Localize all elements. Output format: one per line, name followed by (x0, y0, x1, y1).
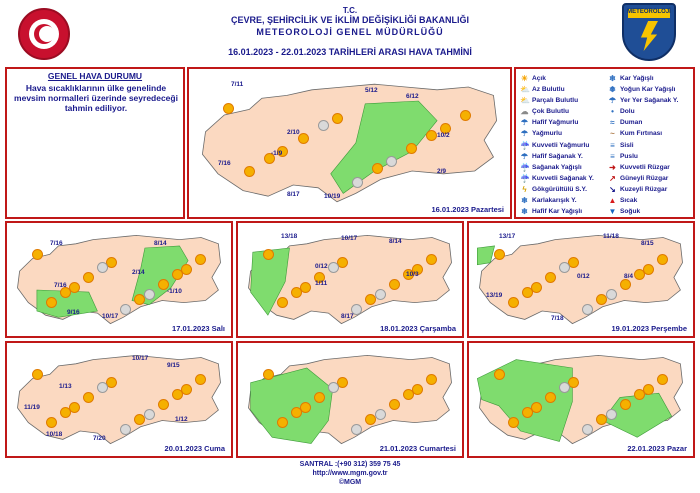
legend-label: Açık (532, 75, 546, 82)
sun-icon (495, 250, 504, 259)
temperature-label: 1/12 (175, 416, 188, 423)
sun-icon (84, 273, 93, 282)
sun-icon (196, 255, 205, 264)
sun-icon (597, 295, 606, 304)
cloudy-icon (376, 290, 385, 299)
sun-icon (338, 378, 347, 387)
legend-label: Güneyli Rüzgar (620, 174, 669, 182)
forecast-map-day-3 (236, 221, 464, 338)
map-date-label: 21.01.2023 Cumartesi (379, 444, 456, 453)
sun-icon (173, 390, 182, 399)
sun-icon (301, 283, 310, 292)
sun-icon (509, 298, 518, 307)
smoke-icon: ≈ (610, 118, 615, 128)
sun-icon (495, 370, 504, 379)
temperature-label: 2/9 (437, 168, 447, 175)
sun-icon (315, 393, 324, 402)
legend-label: Sıcak (620, 197, 638, 205)
temperature-label: 7/16 (54, 282, 67, 289)
map-date-label: 18.01.2023 Çarşamba (380, 324, 456, 333)
temperature-label: 13/18 (281, 233, 298, 240)
sun-icon (366, 295, 375, 304)
legend-label: Duman (620, 119, 643, 127)
sun-icon (264, 370, 273, 379)
temperature-label: 8/14 (389, 238, 402, 245)
local-shower-icon: ☂ (608, 96, 617, 106)
sandstorm-icon: ~ (610, 129, 615, 139)
meteorology-logo-text: METEOROLOJİ (627, 9, 671, 15)
sun-icon (427, 131, 436, 140)
temperature-label: 1/13 (59, 383, 72, 390)
sun-icon (373, 164, 382, 173)
legend-label: Yoğun Kar Yağışlı (620, 86, 676, 94)
heavy-shower-icon: ☔ (520, 173, 530, 183)
mist-icon: ≡ (610, 140, 615, 150)
temperature-label: 5/12 (365, 87, 378, 94)
temperature-label: 2/14 (132, 269, 145, 276)
sun-icon (196, 375, 205, 384)
forecast-map-day-1 (187, 67, 512, 219)
turkey-map (238, 343, 462, 456)
map-date-label: 19.01.2023 Perşembe (611, 324, 687, 333)
general-weather-title: GENEL HAVA DURUMU (47, 71, 143, 81)
temperature-label: 7/18 (551, 315, 564, 322)
sun-icon (427, 375, 436, 384)
sun-icon (299, 134, 308, 143)
rain-icon: ☂ (520, 129, 529, 139)
temperature-label: 7/16 (218, 160, 231, 167)
map-date-label: 16.01.2023 Pazartesi (431, 205, 504, 214)
temperature-label: 8/17 (287, 191, 300, 198)
sleet-icon: ❄ (521, 196, 528, 206)
cloudy-icon (319, 121, 328, 130)
general-weather-panel (5, 67, 185, 219)
cloudy-icon (607, 410, 616, 419)
copyright: ©MGM (338, 479, 362, 486)
sun-icon (635, 390, 644, 399)
turkey-map (469, 343, 693, 456)
legend-label: Puslu (620, 152, 638, 160)
general-weather-text: Hava sıcaklıklarının ülke genelinde mevsim normalleri üzerinde seyredeceği tahmin ediliyor. (14, 83, 178, 113)
turkey-map (189, 69, 510, 217)
forecast-map-day-4 (467, 221, 695, 338)
sun-icon (182, 385, 191, 394)
sun-icon (245, 167, 254, 176)
sun-icon (532, 283, 541, 292)
sun-icon (182, 265, 191, 274)
sun-icon (33, 250, 42, 259)
legend-label: Soğuk (620, 208, 641, 216)
sun-icon (173, 270, 182, 279)
sun-icon (107, 378, 116, 387)
directorate-title: METEOROLOJİ GENEL MÜDÜRLÜĞÜ (256, 27, 444, 37)
sun-icon (107, 258, 116, 267)
sun-icon (70, 403, 79, 412)
legend-label: Az Bulutlu (532, 86, 565, 94)
cloudy-icon (583, 425, 592, 434)
thunder-icon: ϟ (522, 184, 527, 194)
legend-label: Kuzeyli Rüzgar (620, 185, 668, 193)
cloudy-icon (329, 263, 338, 272)
sun-icon (523, 288, 532, 297)
temperature-label: 0/12 (577, 273, 590, 280)
legend-label: Kuvvetli Sağanak Y. (532, 174, 594, 182)
strong-wind-icon: ➜ (609, 162, 616, 172)
temperature-label: 10/17 (102, 313, 119, 320)
sun-icon (61, 408, 70, 417)
forecast-range-title: 16.01.2023 - 22.01.2023 TARİHLERİ ARASI HAVA TAHMİNİ (228, 47, 472, 57)
forecast-map-day-5 (5, 341, 233, 458)
legend-label: Karlakarışık Y. (532, 197, 577, 205)
temperature-label: 10/18 (46, 431, 63, 438)
turkey-map (7, 343, 231, 456)
sun-icon (366, 415, 375, 424)
sun-icon (333, 114, 342, 123)
cloudy-icon (145, 290, 154, 299)
sun-icon (84, 393, 93, 402)
sun-icon (546, 393, 555, 402)
legend-label: Kum Fırtınası (620, 130, 663, 138)
forecast-map-day-2 (5, 221, 233, 338)
temperature-label: 2/10 (287, 129, 300, 136)
temperature-label: 7/16 (50, 240, 63, 247)
legend-label: Çok Bulutlu (532, 108, 569, 116)
temperature-label: 10/2 (437, 132, 450, 139)
sun-icon (292, 408, 301, 417)
temperature-label: -1/10 (167, 288, 182, 295)
legend-label: Parçalı Bulutlu (532, 97, 579, 105)
light-rain-icon: ☂ (520, 118, 529, 128)
temperature-label: 8/14 (154, 240, 167, 247)
temperature-label: 10/3 (406, 271, 419, 278)
temperature-label: 7/20 (93, 435, 106, 442)
temperature-label: 7/11 (231, 81, 244, 88)
temperature-label: 8/17 (341, 313, 354, 320)
sun-icon (658, 255, 667, 264)
map-date-label: 20.01.2023 Cuma (164, 444, 225, 453)
sun-icon (264, 250, 273, 259)
website-link[interactable]: http://www.mgm.gov.tr (312, 470, 388, 477)
sun-icon (61, 288, 70, 297)
sun-icon (461, 111, 470, 120)
legend-label: Hafif Sağanak Y. (532, 152, 583, 160)
sun-icon (644, 385, 653, 394)
map-date-label: 17.01.2023 Salı (172, 324, 225, 333)
temperature-label: 9/16 (67, 309, 80, 316)
hot-icon: ▲ (608, 196, 617, 206)
header (0, 0, 700, 64)
sun-icon (569, 378, 578, 387)
sun-icon (301, 403, 310, 412)
temperature-label: -1/9 (271, 150, 283, 157)
forecast-map-day-7 (467, 341, 695, 458)
temperature-label: 10/17 (341, 235, 358, 242)
sun-icon (135, 415, 144, 424)
sun-icon (413, 385, 422, 394)
sun-icon (47, 298, 56, 307)
sun-icon (621, 400, 630, 409)
fog-icon: ≡ (610, 151, 615, 161)
legend-panel (514, 67, 695, 219)
temperature-label: 8/15 (641, 240, 654, 247)
cloudy-icon: ☁ (520, 107, 529, 117)
cloudy-icon (583, 305, 592, 314)
legend-label: Hafif Yağmurlu (532, 119, 579, 127)
cloudy-icon (352, 425, 361, 434)
sun-icon (404, 390, 413, 399)
south-wind-icon: ↗ (609, 173, 616, 183)
header-line-1: T.C. (342, 6, 358, 15)
sun-icon (159, 400, 168, 409)
cloudy-icon (121, 425, 130, 434)
heavy-rain-icon: ☔ (520, 140, 530, 150)
ministry-title: ÇEVRE, ŞEHİRCİLİK VE İKLİM DEĞİŞİKLİĞİ BAKANLIĞI (230, 15, 470, 25)
cloudy-icon (98, 383, 107, 392)
temperature-label: 13/17 (499, 233, 516, 240)
legend-label: Hafif Kar Yağışlı (532, 208, 583, 216)
sun-icon (532, 403, 541, 412)
cold-icon: ▼ (608, 207, 617, 217)
shower-icon: ☔ (520, 162, 530, 172)
light-shower-icon: ☂ (520, 151, 529, 161)
legend-label: Sisli (620, 141, 634, 149)
cloudy-icon (329, 383, 338, 392)
sun-icon (597, 415, 606, 424)
temperature-label: 0/12 (315, 263, 328, 270)
sun-icon (70, 283, 79, 292)
sun-icon (635, 270, 644, 279)
footer (0, 460, 700, 487)
sun-icon (569, 258, 578, 267)
sun-icon (407, 144, 416, 153)
temperature-label: 1/11 (315, 280, 328, 287)
temperature-label: 10/19 (324, 193, 341, 200)
phone-number: SANTRAL :(+90 312) 359 75 45 (299, 461, 401, 468)
forecast-map-day-6 (236, 341, 464, 458)
sun-icon: ☀ (520, 74, 529, 83)
cloudy-icon (121, 305, 130, 314)
sun-icon (658, 375, 667, 384)
temperature-label: 11/19 (24, 404, 40, 411)
sun-icon (224, 104, 233, 113)
heavy-snow-icon: ❅ (609, 85, 616, 95)
temperature-label: 9/15 (167, 362, 180, 369)
precipitation-area (477, 360, 572, 442)
legend-label: Sağanak Yağışlı (532, 163, 582, 171)
partly-cloudy-icon: ⛅ (520, 96, 530, 106)
sun-icon (33, 370, 42, 379)
sun-icon (390, 280, 399, 289)
hail-icon: • (611, 107, 614, 117)
cloudy-icon (145, 410, 154, 419)
north-wind-icon: ↘ (609, 184, 616, 194)
few-clouds-icon: ⛅ (520, 85, 530, 95)
sun-icon (390, 400, 399, 409)
legend-label: Gökgürültülü S.Y. (532, 185, 587, 193)
sun-icon (47, 418, 56, 427)
legend-label: Kar Yağışlı (620, 75, 654, 82)
turkey-map (7, 223, 231, 336)
temperature-label: 13/19 (486, 292, 503, 299)
sun-icon (427, 255, 436, 264)
legend-label: Kuvvetli Yağmurlu (532, 141, 590, 149)
light-snow-icon: ❄ (521, 207, 528, 217)
cloudy-icon (387, 157, 396, 166)
temperature-label: 10/17 (132, 355, 149, 362)
sun-icon (278, 418, 287, 427)
cloudy-icon (376, 410, 385, 419)
cloudy-icon (560, 383, 569, 392)
sun-icon (644, 265, 653, 274)
cloudy-icon (560, 263, 569, 272)
snow-icon: ❄ (609, 74, 616, 83)
sun-icon (338, 258, 347, 267)
sun-icon (621, 280, 630, 289)
sun-icon (546, 273, 555, 282)
sun-icon (292, 288, 301, 297)
sun-icon (509, 418, 518, 427)
temperature-label: 11/18 (603, 233, 619, 240)
cloudy-icon (607, 290, 616, 299)
sun-icon (278, 298, 287, 307)
legend-label: Yer Yer Sağanak Y. (620, 97, 679, 105)
legend-label: Kuvvetli Rüzgar (620, 163, 670, 171)
sun-icon (135, 295, 144, 304)
meteorology-logo (622, 3, 676, 61)
legend-label: Dolu (620, 108, 635, 116)
sun-icon (523, 408, 532, 417)
legend-label: Yağmurlu (532, 130, 563, 138)
temperature-label: 6/12 (406, 93, 419, 100)
temperature-label: 8/4 (624, 273, 634, 280)
cloudy-icon (353, 178, 362, 187)
map-date-label: 22.01.2023 Pazar (627, 444, 687, 453)
cloudy-icon (98, 263, 107, 272)
